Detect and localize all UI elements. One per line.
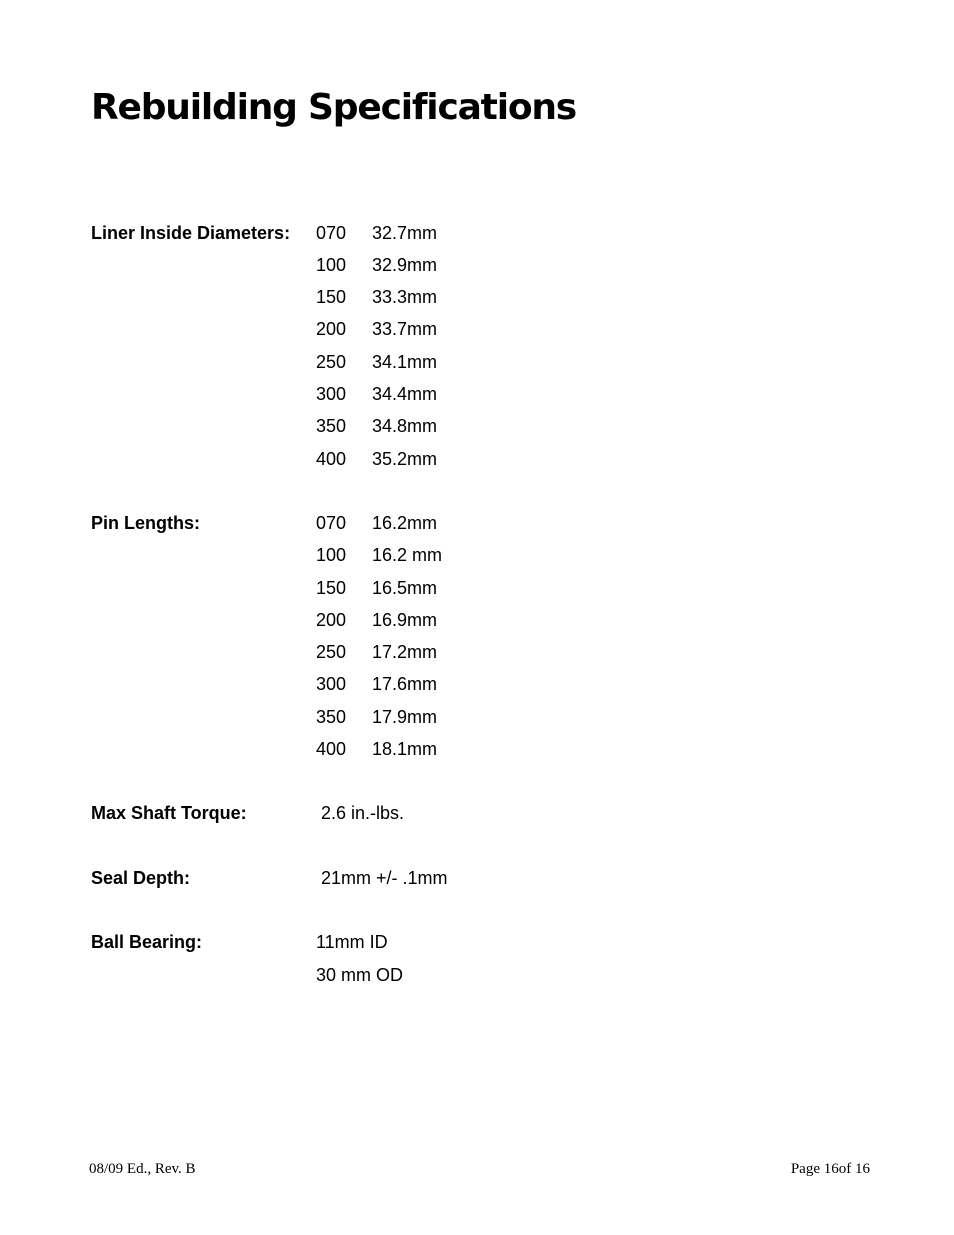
pin-length-value: 17.6mm [372, 674, 438, 694]
seal-depth-label: Seal Depth: [91, 868, 191, 888]
pin-length-value: 16.2 mm [372, 545, 443, 565]
max-shaft-torque-value: 2.6 in.-lbs. [321, 803, 405, 823]
liner-size-code: 150 [316, 287, 347, 307]
page-title: Rebuilding Specifications [91, 87, 577, 128]
pin-length-value: 17.9mm [372, 707, 438, 727]
seal-depth-value: 21mm +/- .1mm [321, 868, 448, 888]
pin-length-value: 16.2mm [372, 513, 438, 533]
max-shaft-torque-label: Max Shaft Torque: [91, 803, 247, 823]
pin-size-code: 100 [316, 545, 347, 565]
pin-size-code: 300 [316, 674, 347, 694]
pin-length-value: 18.1mm [372, 739, 438, 759]
ball-bearing-label: Ball Bearing: [91, 932, 203, 952]
pin-length-value: 16.9mm [372, 610, 438, 630]
liner-diameter-value: 32.7mm [372, 223, 438, 243]
liner-size-code: 400 [316, 449, 347, 469]
liner-diameter-value: 34.1mm [372, 352, 438, 372]
pin-lengths-label: Pin Lengths: [91, 513, 200, 533]
pin-length-value: 17.2mm [372, 642, 438, 662]
pin-size-code: 070 [316, 513, 347, 533]
liner-size-code: 350 [316, 416, 347, 436]
liner-diameter-value: 33.3mm [372, 287, 438, 307]
ball-bearing-id-value: 11mm ID [316, 932, 388, 952]
pin-size-code: 150 [316, 578, 347, 598]
liner-diameter-value: 33.7mm [372, 319, 438, 339]
liner-diameters-label: Liner Inside Diameters: [91, 223, 291, 243]
liner-size-code: 100 [316, 255, 347, 275]
liner-diameter-value: 34.8mm [372, 416, 438, 436]
pin-size-code: 250 [316, 642, 347, 662]
liner-diameter-value: 32.9mm [372, 255, 438, 275]
liner-size-code: 250 [316, 352, 347, 372]
pin-length-value: 16.5mm [372, 578, 438, 598]
pin-size-code: 400 [316, 739, 347, 759]
pin-size-code: 200 [316, 610, 347, 630]
pin-size-code: 350 [316, 707, 347, 727]
ball-bearing-od-value: 30 mm OD [316, 965, 404, 985]
liner-diameter-value: 34.4mm [372, 384, 438, 404]
liner-size-code: 200 [316, 319, 347, 339]
liner-diameter-value: 35.2mm [372, 449, 438, 469]
footer-edition: 08/09 Ed., Rev. B [89, 1161, 196, 1177]
liner-size-code: 300 [316, 384, 347, 404]
footer-page-number: Page 16of 16 [790, 1161, 870, 1177]
liner-size-code: 070 [316, 223, 347, 243]
